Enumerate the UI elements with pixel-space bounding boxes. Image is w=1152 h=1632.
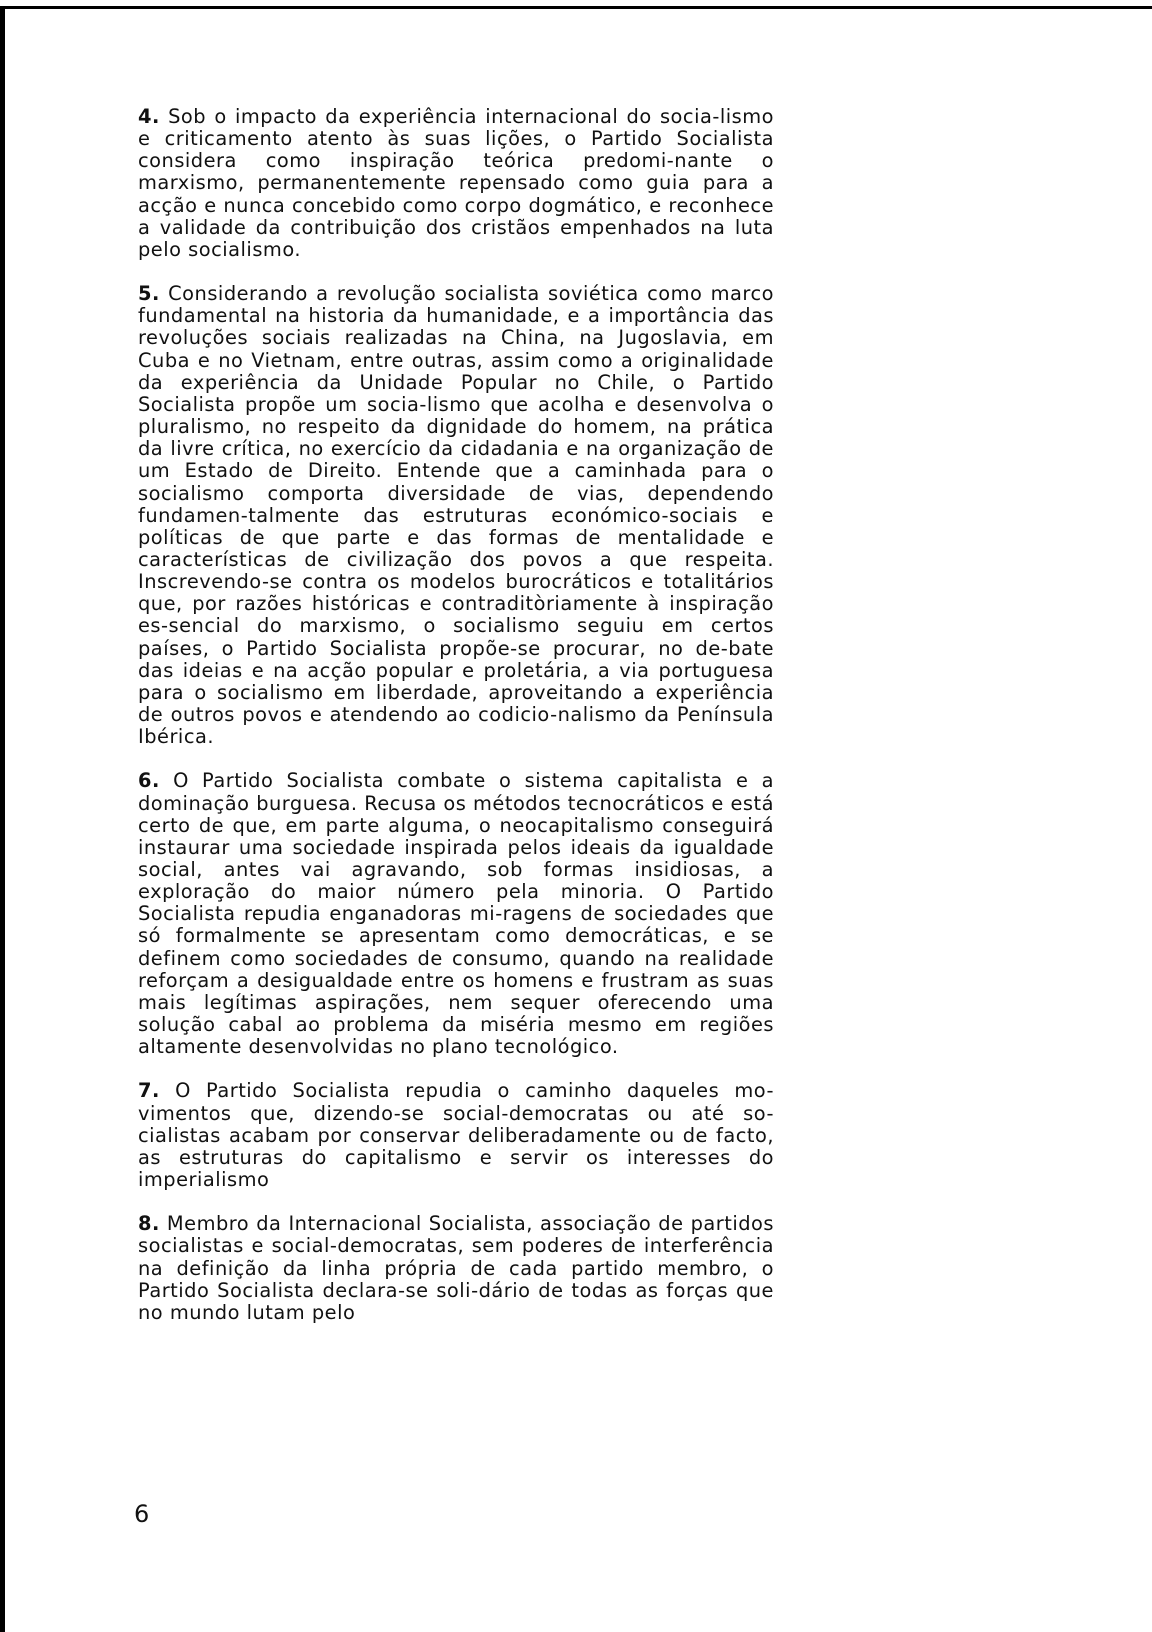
- paragraph-4: [138, 106, 774, 261]
- paragraph-number: 6.: [138, 769, 160, 793]
- paragraph-8: [138, 1213, 774, 1324]
- scan-border-left: [0, 6, 5, 1632]
- paragraph-number: 7.: [138, 1079, 160, 1103]
- paragraph-number: 8.: [138, 1212, 160, 1236]
- document-body: [138, 106, 774, 1346]
- paragraph-6: [138, 770, 774, 1058]
- paragraph-text: Membro da Internacional Socialista, associação de partidos socialistas e social-democratas, sem poderes de interferência na definição da linha própria de cada partido membro, o Partido Socialista declara-se soli-dário de todas as forças que no mundo lutam pelo: [138, 1212, 774, 1324]
- paragraph-7: [138, 1080, 774, 1191]
- paragraph-text: O Partido Socialista repudia o caminho daqueles mo-vimentos que, dizendo-se social-democratas ou até so-cialistas acabam por conservar deliberadamente ou de facto, as estruturas do capitalismo e servir os interesses do imperialismo: [138, 1079, 774, 1192]
- paragraph-5: [138, 283, 774, 748]
- paragraph-text: Sob o impacto da experiência internacional do socia-lismo e criticamento atento às suas lições, o Partido Socialista considera como inspiração teórica predomi-nante o marxismo, permanentemente repensado como guia para a acção e nunca concebido como corpo dogmático, e reconhece a validade da contribuição dos cristãos empenhados na luta pelo socialismo.: [138, 105, 774, 261]
- page-number: 6: [134, 1500, 150, 1528]
- paragraph-text: Considerando a revolução socialista soviética como marco fundamental na historia da humanidade, e a importância das revoluções sociais realizadas na China, na Jugoslavia, em Cuba e no Vietnam, entre outras, assim como a originalidade da experiência da Unidade Popular no Chile, o Partido Socialista propõe um socia-lismo que acolha e desenvolva o pluralismo, no respeito da dignidade do homem, na prática da livre crítica, no exercício da cidadania e na organização de um Estado de Direito. Entende que a caminhada para o socialismo comporta diversidade de vias, dependendo fundamen-talmente das estruturas económico-sociais e políticas de que parte e das formas de mentalidade e características de civilização dos povos a que respeita. Inscrevendo-se contra os modelos burocráticos e totalitários que, por razões históricas e contraditòriamente à inspiração es-sencial do marxismo, o socialismo seguiu em certos países, o Partido Socialista propõe-se procurar, no de-bate das ideias e na acção popular e proletária, a via portuguesa para o socialismo em liberdade, aproveitando a experiência de outros povos e atendendo ao codicio-nalismo da Península Ibérica.: [138, 282, 774, 749]
- paragraph-text: O Partido Socialista combate o sistema capitalista e a dominação burguesa. Recusa os métodos tecnocráticos e está certo de que, em parte alguma, o neocapitalismo conseguirá instaurar uma sociedade inspirada pelos ideais da igualdade social, antes vai agravando, sob formas insidiosas, a exploração do maior número pela minoria. O Partido Socialista repudia enganadoras mi-ragens de sociedades que só formalmente se apresentam como democráticas, e se definem como sociedades de consumo, quando na realidade reforçam a desigualdade entre os homens e frustram as suas mais legítimas aspirações, nem sequer oferecendo uma solução cabal ao problema da miséria mesmo em regiões altamente desenvolvidas no plano tecnológico.: [138, 769, 774, 1059]
- paragraph-number: 4.: [138, 105, 160, 128]
- scan-border-top: [0, 6, 1152, 9]
- paragraph-number: 5.: [138, 282, 160, 306]
